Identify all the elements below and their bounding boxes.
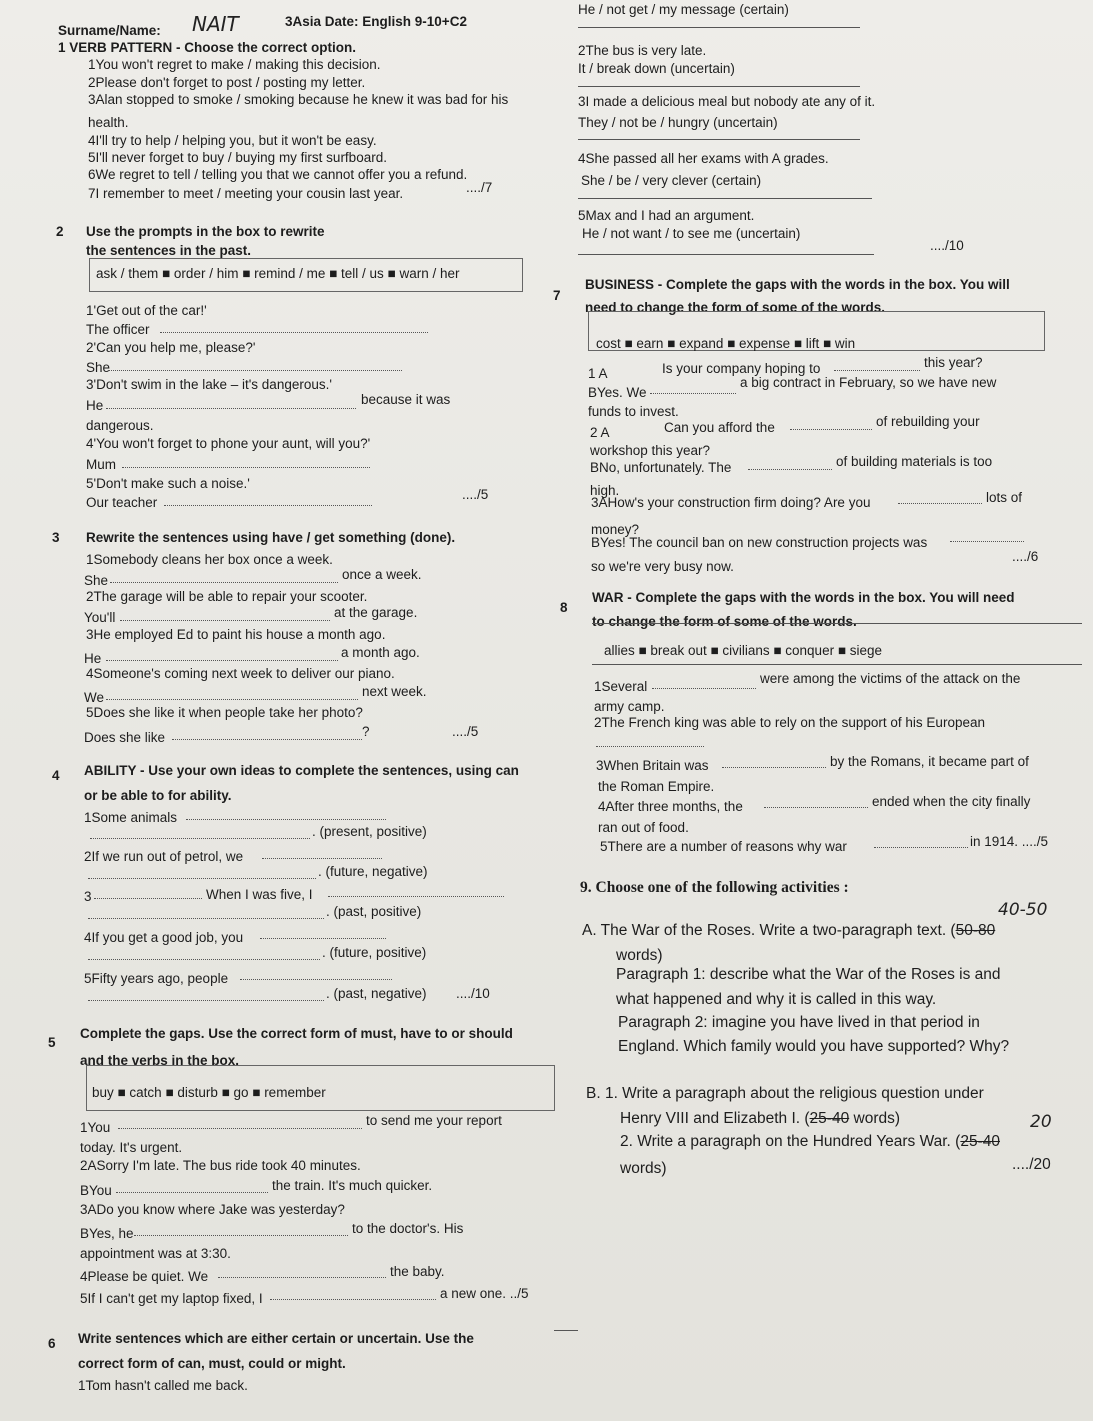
ex8-q3-end: by the Romans, it became part of — [830, 754, 1029, 769]
ex3-q3-end: a month ago. — [341, 645, 420, 660]
ex2-q3: 3'Don't swim in the lake – it's dangerous.' — [86, 377, 332, 392]
ex9-a-p2: England. Which family would you have supported? Why? — [618, 1038, 1010, 1055]
answer-line[interactable] — [578, 86, 860, 87]
ex6-r3-prompt: They / not be / hungry (uncertain) — [578, 115, 778, 130]
ex4-q2: 2If we run out of petrol, we — [84, 849, 244, 864]
ex2-title: the sentences in the past. — [86, 243, 252, 258]
answer-line[interactable] — [650, 393, 736, 394]
ex3-q5-end: ? — [362, 724, 370, 739]
ex8-title: to change the form of some of the words. — [592, 614, 857, 629]
ex9-b1-strike: 25-40 — [809, 1110, 850, 1127]
ex9-a-p2: Paragraph 2: imagine you have lived in that period in — [618, 1014, 980, 1031]
ex5-q4-end: the baby. — [390, 1264, 445, 1279]
ex5-q2: 2ASorry I'm late. The bus ride took 40 minutes. — [80, 1158, 361, 1173]
ex8-q4-cont: ran out of food. — [598, 820, 689, 835]
ex9-b2 — [620, 1133, 1000, 1151]
ex3-q3-start: He — [84, 651, 102, 666]
answer-line[interactable] — [578, 198, 872, 199]
ex2-q3-end: because it was — [361, 392, 451, 407]
ex2-q3-start: He — [86, 398, 104, 413]
ex7-q3-cont: money? — [591, 522, 640, 537]
answer-line[interactable] — [240, 979, 392, 980]
ex5-title: and the verbs in the box. — [80, 1053, 240, 1068]
ex8-q4-start: 4After three months, the — [598, 799, 743, 814]
ex4-title: or be able to for ability. — [84, 788, 232, 803]
answer-line[interactable] — [106, 699, 358, 700]
ex4-num: 4 — [52, 768, 60, 783]
ex5-q5-end: a new one. ../5 — [440, 1286, 529, 1301]
ex4-q3: 3 — [84, 889, 92, 904]
ex4-q5-note: . (past, negative) — [326, 986, 427, 1001]
ex6-r5: 5Max and I had an argument. — [578, 208, 755, 223]
ex7-score: ..../6 — [1012, 549, 1039, 564]
ex3-q2: 2The garage will be able to repair your scooter. — [86, 589, 368, 604]
ex7-q1-num: 1 A — [588, 366, 608, 381]
answer-line[interactable] — [596, 746, 704, 747]
ex7-q2-cont: workshop this year? — [590, 443, 711, 458]
handwritten-score-2: 20 — [1030, 1112, 1052, 1132]
ex1-item: 5I'll never forget to buy / buying my first surfboard. — [88, 150, 387, 165]
ex8-q4-end: ended when the city finally — [872, 794, 1031, 809]
answer-line[interactable] — [218, 1277, 386, 1278]
answer-line[interactable] — [90, 838, 310, 839]
class-date: 3Asia Date: English 9-10+C2 — [285, 14, 467, 29]
answer-line[interactable] — [134, 1235, 348, 1236]
answer-line[interactable] — [578, 27, 860, 28]
ex2-q5: 5'Don't make such a noise.' — [86, 476, 250, 491]
ex9-score: ..../20 — [1012, 1156, 1051, 1173]
ex5-q1-end: to send me your report — [366, 1113, 502, 1128]
ex3-q5-start: Does she like — [84, 730, 166, 745]
ex7-q1-end: this year? — [924, 355, 983, 370]
ex3-q2-end: at the garage. — [334, 605, 418, 620]
ex1-title: 1 VERB PATTERN - Choose the correct option. — [58, 40, 357, 55]
ex8-q1-end: were among the victims of the attack on the — [760, 671, 1021, 686]
ex3-q1: 1Somebody cleans her box once a week. — [86, 552, 333, 567]
ex2-score: ..../5 — [462, 487, 489, 502]
answer-line[interactable] — [748, 469, 832, 470]
ex2-q3-cont: dangerous. — [86, 418, 154, 433]
answer-line[interactable] — [88, 878, 316, 879]
ex7-q1b-start: BYes. We — [588, 385, 647, 400]
ex3-q4: 4Someone's coming next week to deliver our piano. — [86, 666, 395, 681]
ex2-title: Use the prompts in the box to rewrite — [86, 224, 325, 239]
ex4-q1: 1Some animals — [84, 810, 178, 825]
ex7-q2b-start: BNo, unfortunately. The — [590, 460, 732, 475]
answer-line[interactable] — [270, 1299, 436, 1300]
ex8-q2: 2The French king was able to rely on the support of his European — [594, 715, 985, 730]
ex7-q1: Is your company hoping to — [662, 361, 821, 376]
answer-line[interactable] — [88, 1000, 324, 1001]
ex5-q4-start: 4Please be quiet. We — [80, 1269, 209, 1284]
ex6-title: correct form of can, must, could or might. — [78, 1356, 346, 1371]
ex9-a-words: words) — [616, 947, 663, 964]
ex7-q2-num: 2 A — [590, 425, 610, 440]
surname-label: Surname/Name: — [58, 23, 161, 38]
ex8-q3-start: 3When Britain was — [596, 758, 709, 773]
answer-line[interactable] — [120, 620, 330, 621]
answer-line[interactable] — [790, 429, 872, 430]
ex4-q3-note: . (past, positive) — [326, 904, 422, 919]
answer-line[interactable] — [172, 739, 362, 740]
handwritten-name: NAIT — [192, 12, 239, 36]
ex2-q4-start: Mum — [86, 457, 116, 472]
answer-line[interactable] — [108, 370, 402, 371]
ex8-box-bottom — [592, 664, 1082, 665]
answer-line[interactable] — [578, 139, 860, 140]
answer-line[interactable] — [106, 408, 356, 409]
ex5-q3-end: to the doctor's. His — [352, 1221, 464, 1236]
ex5-q2-end: the train. It's much quicker. — [272, 1178, 433, 1193]
answer-line[interactable] — [764, 807, 868, 808]
ex3-q5: 5Does she like it when people take her photo? — [86, 705, 363, 720]
ex1-item: health. — [88, 115, 129, 130]
ex1-score: ..../7 — [466, 180, 493, 195]
ex7-q3-end: lots of — [986, 490, 1023, 505]
ex7-q2: Can you afford the — [664, 420, 775, 435]
ex7-q3b-cont: so we're very busy now. — [591, 559, 734, 574]
ex8-title: WAR - Complete the gaps with the words in the box. You will need — [592, 590, 1015, 605]
ex6-r5-prompt: He / not want / to see me (uncertain) — [582, 226, 801, 241]
ex9-a-p1: Paragraph 1: describe what the War of the Roses is and — [616, 966, 1001, 983]
ex9-b1-text: Henry VIII and Elizabeth I. ( — [620, 1110, 810, 1127]
answer-line[interactable] — [116, 1192, 268, 1193]
answer-line[interactable] — [88, 959, 320, 960]
ex7-q2b-cont: high. — [590, 483, 620, 498]
ex9-b2-text: 2. Write a paragraph on the Hundred Years War. ( — [620, 1133, 961, 1150]
ex5-word-box-text: buy ■ catch ■ disturb ■ go ■ remember — [92, 1085, 326, 1100]
answer-line[interactable] — [122, 467, 370, 468]
ex5-title: Complete the gaps. Use the correct form of must, have to or should — [80, 1026, 513, 1041]
ex6-score: ..../10 — [930, 238, 964, 253]
ex7-q1b-end: a big contract in February, so we have new — [740, 375, 997, 390]
ex3-q4-end: next week. — [362, 684, 427, 699]
answer-line[interactable] — [262, 858, 382, 859]
ex1-item: 4I'll try to help / helping you, but it won't be easy. — [88, 133, 377, 148]
ex8-q5-end: in 1914. ..../5 — [970, 834, 1049, 849]
answer-line[interactable] — [94, 898, 202, 899]
ex3-q1-end: once a week. — [342, 567, 422, 582]
ex1-item: 7I remember to meet / meeting your cousin last year. — [88, 186, 404, 201]
ex9-b1: B. 1. Write a paragraph about the religious question under — [586, 1085, 984, 1102]
answer-line[interactable] — [554, 1330, 578, 1331]
ex9-a-text: A. The War of the Roses. Write a two-paragraph text. ( — [582, 922, 956, 939]
ex6-r2-prompt: It / break down (uncertain) — [578, 61, 735, 76]
ex6-r3: 3I made a delicious meal but nobody ate any of it. — [578, 94, 876, 109]
answer-line[interactable] — [328, 896, 504, 897]
ex6-title: Write sentences which are either certain or uncertain. Use the — [78, 1331, 474, 1346]
ex5-q2-start: BYou — [80, 1183, 112, 1198]
ex4-q4: 4If you get a good job, you — [84, 930, 244, 945]
answer-line[interactable] — [164, 505, 372, 506]
ex7-q2-end: of rebuilding your — [876, 414, 980, 429]
ex4-score: ..../10 — [456, 986, 490, 1001]
ex9-a-p1: what happened and why it is called in this way. — [616, 991, 937, 1008]
ex8-q3-cont: the Roman Empire. — [598, 779, 715, 794]
ex9-b2-strike: 25-40 — [960, 1133, 1000, 1150]
ex5-q1-cont: today. It's urgent. — [80, 1140, 183, 1155]
ex2-q1: 1'Get out of the car!' — [86, 303, 207, 318]
ex3-q3: 3He employed Ed to paint his house a month ago. — [86, 627, 386, 642]
ex8-q1-start: 1Several — [594, 679, 648, 694]
ex2-q2-start: She — [86, 360, 111, 375]
ex2-q1-start: The officer — [86, 322, 150, 337]
ex8-num: 8 — [560, 600, 568, 615]
ex9-a-strike: 50-80 — [955, 922, 996, 939]
ex9-title: 9. Choose one of the following activities : — [580, 879, 849, 896]
ex7-q3: 3AHow's your construction firm doing? Are you — [591, 495, 871, 510]
ex8-word-box-text: allies ■ break out ■ civilians ■ conquer ■ siege — [604, 643, 882, 658]
ex7-title: BUSINESS - Complete the gaps with the words in the box. You will — [585, 277, 1010, 292]
answer-line[interactable] — [874, 847, 968, 848]
answer-line[interactable] — [722, 767, 826, 768]
ex3-q2-start: You'll — [84, 610, 116, 625]
answer-line[interactable] — [898, 503, 982, 504]
ex7-q1b-cont: funds to invest. — [588, 404, 679, 419]
ex4-title: ABILITY - Use your own ideas to complete the sentences, using can — [84, 763, 519, 778]
ex7-q3b: BYes! The council ban on new construction projects was — [591, 535, 928, 550]
ex9-b1-end: words) — [849, 1110, 901, 1127]
ex2-word-box-text: ask / them ■ order / him ■ remind / me ■ tell / us ■ warn / her — [96, 266, 460, 281]
ex8-q1-cont: army camp. — [594, 699, 665, 714]
ex4-q3-mid: When I was five, I — [206, 887, 313, 902]
ex3-q4-start: We — [84, 690, 105, 705]
ex6-r4: 4She passed all her exams with A grades. — [578, 151, 829, 166]
answer-line[interactable] — [578, 254, 874, 255]
ex6-num: 6 — [48, 1336, 56, 1351]
ex5-q3-start: BYes, he — [80, 1226, 134, 1241]
handwritten-score-1: 40-50 — [998, 900, 1048, 920]
ex5-q3: 3ADo you know where Jake was yesterday? — [80, 1202, 345, 1217]
ex4-q1-note: . (present, positive) — [312, 824, 427, 839]
ex7-num: 7 — [553, 288, 561, 303]
ex9-b1-cont — [620, 1110, 900, 1128]
ex8-box-top — [592, 623, 1082, 624]
ex5-q1-start: 1You — [80, 1120, 111, 1135]
ex4-q5: 5Fifty years ago, people — [84, 971, 229, 986]
ex7-word-box-text: cost ■ earn ■ expand ■ expense ■ lift ■ win — [596, 336, 856, 351]
ex5-q3-cont: appointment was at 3:30. — [80, 1246, 231, 1261]
ex4-q4-note: . (future, positive) — [322, 945, 427, 960]
ex6-r2: 2The bus is very late. — [578, 43, 707, 58]
answer-line[interactable] — [186, 819, 386, 820]
ex6-r1-prompt: He / not get / my message (certain) — [578, 2, 789, 17]
ex3-title: Rewrite the sentences using have / get something (done). — [86, 530, 456, 545]
ex3-num: 3 — [52, 530, 60, 545]
ex2-q4: 4'You won't forget to phone your aunt, will you?' — [86, 436, 371, 451]
ex7-title: need to change the form of some of the words. — [585, 300, 886, 315]
ex6-q1: 1Tom hasn't called me back. — [78, 1378, 248, 1393]
ex2-num: 2 — [56, 224, 64, 239]
ex8-q5-start: 5There are a number of reasons why war — [600, 839, 847, 854]
ex1-item: 2Please don't forget to post / posting my letter. — [88, 75, 366, 90]
answer-line[interactable] — [160, 332, 428, 333]
answer-line[interactable] — [260, 938, 386, 939]
ex5-q5-start: 5If I can't get my laptop fixed, I — [80, 1291, 263, 1306]
ex1-item: 3Alan stopped to smoke / smoking because he knew it was bad for his — [88, 92, 509, 107]
ex9-b2-words: words) — [620, 1160, 667, 1177]
ex1-item: 1You won't regret to make / making this decision. — [88, 57, 381, 72]
answer-line[interactable] — [88, 918, 324, 919]
ex2-q2: 2'Can you help me, please?' — [86, 340, 256, 355]
ex3-q1-start: She — [84, 573, 109, 588]
answer-line[interactable] — [106, 660, 338, 661]
answer-line[interactable] — [950, 541, 1024, 542]
ex7-q2b-end: of building materials is too — [836, 454, 993, 469]
ex5-num: 5 — [48, 1035, 56, 1050]
answer-line[interactable] — [834, 370, 920, 371]
ex2-q5-start: Our teacher — [86, 495, 158, 510]
answer-line[interactable] — [110, 582, 338, 583]
ex4-q2-note: . (future, negative) — [318, 864, 428, 879]
ex9-a — [582, 922, 995, 940]
ex1-item: 6We regret to tell / telling you that we cannot offer you a refund. — [88, 167, 468, 182]
answer-line[interactable] — [652, 688, 756, 689]
ex6-r4-prompt: She / be / very clever (certain) — [581, 173, 762, 188]
ex3-score: ..../5 — [452, 724, 479, 739]
answer-line[interactable] — [118, 1128, 362, 1129]
